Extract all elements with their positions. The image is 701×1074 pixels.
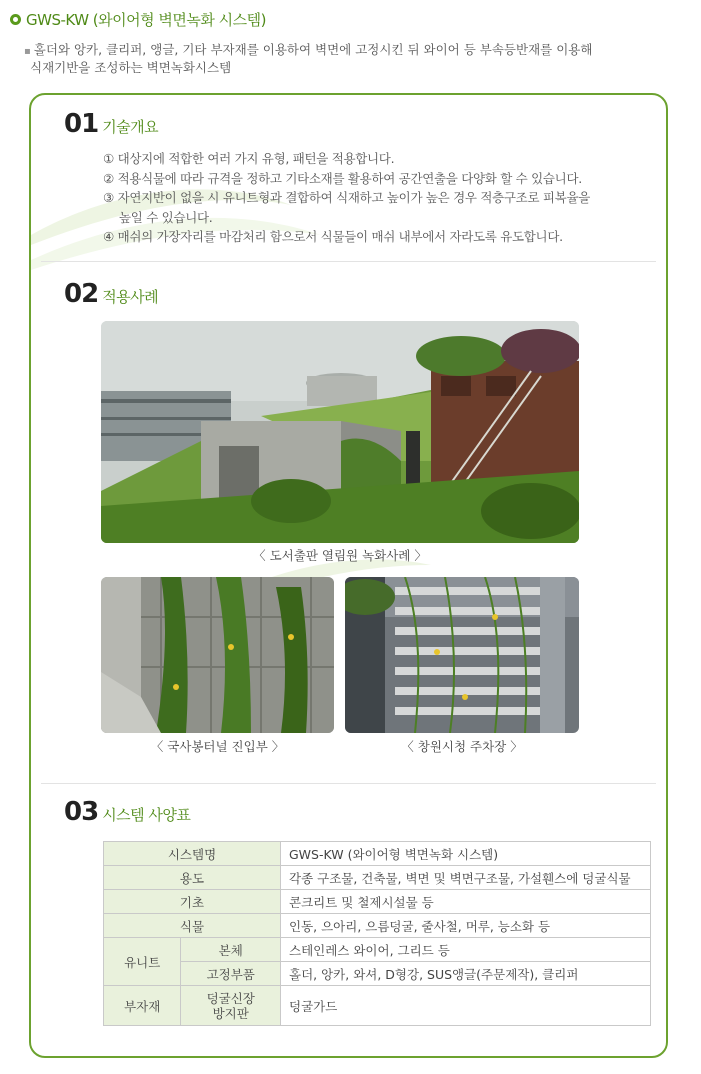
table-cell: 인동, 으아리, 으름덩굴, 줄사철, 머루, 능소화 등 <box>281 914 651 938</box>
table-cell: 스테인레스 와이어, 그리드 등 <box>281 938 651 962</box>
list-item: ② 적용식물에 따라 규격을 정하고 기타소재를 활용하여 공간연출을 다양화 할 수 있습니다. <box>103 170 582 186</box>
list-item: ④ 매쉬의 가장자리를 마감처리 함으로서 식물들이 매쉬 내부에서 자라도록 유도합니다. <box>103 229 563 244</box>
photo-openbook-greening <box>101 321 579 543</box>
table-cell: 홀더, 앙카, 와셔, D형강, SUS앵글(주문제작), 클리퍼 <box>281 962 651 986</box>
table-row <box>104 890 651 914</box>
table-row <box>104 986 651 1026</box>
table-row <box>104 962 651 986</box>
section-divider <box>41 783 656 784</box>
list-item: ① 대상지에 적합한 여러 가지 유형, 패턴을 적용합니다. <box>103 151 395 166</box>
table-row <box>104 938 651 962</box>
table-subheader-cell: 고정부품 <box>181 962 281 986</box>
section-title: 적용사례 <box>102 288 159 306</box>
section-title: 기술개요 <box>102 118 159 136</box>
subheader-line: 방지판 <box>212 1005 249 1021</box>
table-header-cell: 용도 <box>104 866 281 890</box>
table-header-cell: 시스템명 <box>104 842 281 866</box>
intro-text <box>24 42 644 76</box>
table-cell: 각종 구조물, 건축물, 벽면 및 벽면구조물, 가설휀스에 덩굴식물 <box>281 866 651 890</box>
subheader-line: 덩굴신장 <box>206 990 255 1006</box>
photo-changwon-cityhall <box>345 577 579 733</box>
table-row <box>104 866 651 890</box>
section-divider <box>41 261 656 262</box>
section-01-heading <box>64 109 158 139</box>
section-02-heading <box>64 279 158 309</box>
dot-icon: ▪ <box>24 46 31 57</box>
table-header-cell: 유니트 <box>104 938 181 986</box>
section-number: 02 <box>64 279 99 309</box>
table-subheader-cell <box>181 986 281 1026</box>
content-card <box>29 93 668 1058</box>
page-header <box>10 9 266 30</box>
list-item: ③ 자연지반이 없을 시 유니트형과 결합하여 식재하고 높이가 높은 경우 적층구조로 피복율을 <box>103 190 590 205</box>
list-item-continuation: 높일 수 있습니다. <box>119 209 213 225</box>
caption-openbook: 〈 도서출판 열림원 녹화사례 〉 <box>253 548 427 563</box>
caption-guksabong: 〈 국사봉터널 진입부 〉 <box>150 739 285 754</box>
intro-line-1: 홀더와 앙카, 클리퍼, 앵글, 기타 부자재를 이용하여 벽면에 고정시킨 뒤 와이어 등 부속등반재를 이용해 <box>33 42 593 57</box>
section-03-heading <box>64 797 190 827</box>
table-cell: GWS-KW (와이어형 벽면녹화 시스템) <box>281 842 651 866</box>
spec-table <box>103 841 651 1026</box>
table-row <box>104 842 651 866</box>
intro-line-2: 식재기반을 조성하는 벽면녹화시스템 <box>30 60 232 75</box>
table-header-cell: 식물 <box>104 914 281 938</box>
table-header-cell: 부자재 <box>104 986 181 1026</box>
table-subheader-cell: 본체 <box>181 938 281 962</box>
table-row <box>104 914 651 938</box>
table-cell: 덩굴가드 <box>281 986 651 1026</box>
caption-changwon: 〈 창원시청 주차장 〉 <box>401 739 523 754</box>
section-number: 01 <box>64 109 99 139</box>
page-title: GWS-KW (와이어형 벽면녹화 시스템) <box>26 11 266 29</box>
section-title: 시스템 사양표 <box>102 806 191 824</box>
overview-list <box>103 149 643 247</box>
section-number: 03 <box>64 797 99 827</box>
photo-guksabong-tunnel <box>101 577 334 733</box>
table-cell: 콘크리트 및 철제시설물 등 <box>281 890 651 914</box>
table-header-cell: 기초 <box>104 890 281 914</box>
bullet-icon <box>10 14 21 25</box>
